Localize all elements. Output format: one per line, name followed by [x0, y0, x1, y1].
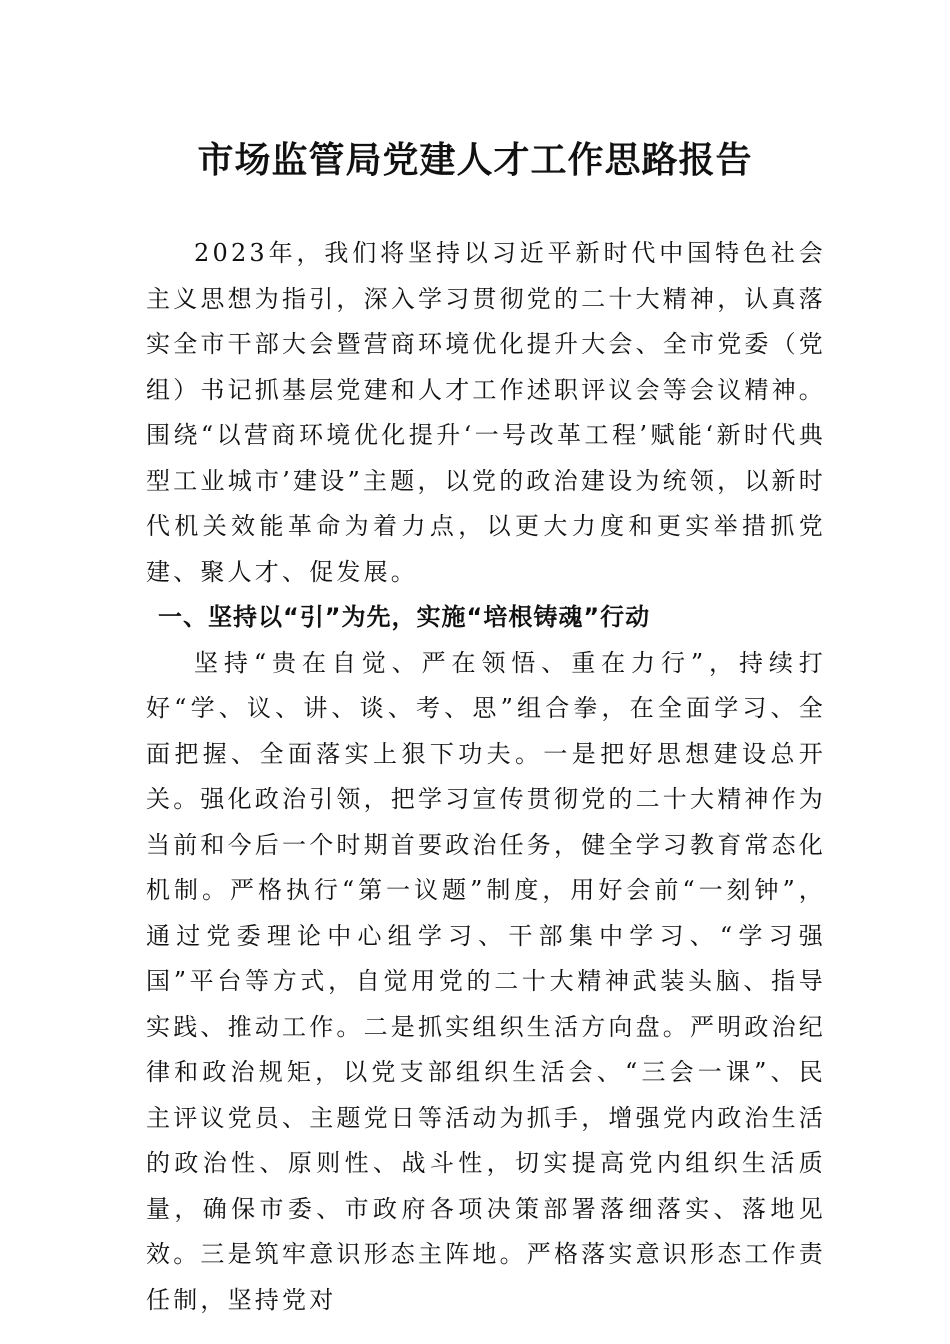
- document-title: 市场监管局党建人才工作思路报告: [197, 139, 753, 181]
- intro-paragraph: 2023年，我们将坚持以习近平新时代中国特色社会主义思想为指引，深入学习贯彻党的二十大精神，认真落实全市干部大会暨营商环境优化提升大会、全市党委（党组）书记抓基层党建和人才工作述职评议会等会议精神。围绕“以营商环境优化提升‘一号改革工程’赋能‘新时代典型工业城市’建设”主题，以党的政治建设为统领，以新时代机关效能革命为着力点，以更大力度和更实举措抓党建、聚人才、促发展。: [146, 239, 826, 586]
- section-paragraph: 坚持“贵在自觉、严在领悟、重在力行”，持续打好“学、议、讲、谈、考、思”组合拳，在全面学习、全面把握、全面落实上狠下功夫。一是把好思想建设总开关。强化政治引领，把学习宣传贯彻党的二十大精神作为当前和今后一个时期首要政治任务，健全学习教育常态化机制。严格执行“第一议题”制度，用好会前“一刻钟”，通过党委理论中心组学习、干部集中学习、“学习强国”平台等方式，自觉用党的二十大精神武装头脑、指导实践、推动工作。二是抓实组织生活方向盘。严明政治纪律和政治规矩，以党支部组织生活会、“三会一课”、民主评议党员、主题党日等活动为抓手，增强党内政治生活的政治性、原则性、战斗性，切实提高党内组织生活质量，确保市委、市政府各项决策部署落细落实、落地见效。三是筑牢意识形态主阵地。严格落实意识形态工作责任制，坚持党对: [146, 648, 826, 1314]
- document-body: [146, 231, 826, 1323]
- section-heading: 一、坚持以“引”为先，实施“培根铸魂”行动: [158, 603, 651, 631]
